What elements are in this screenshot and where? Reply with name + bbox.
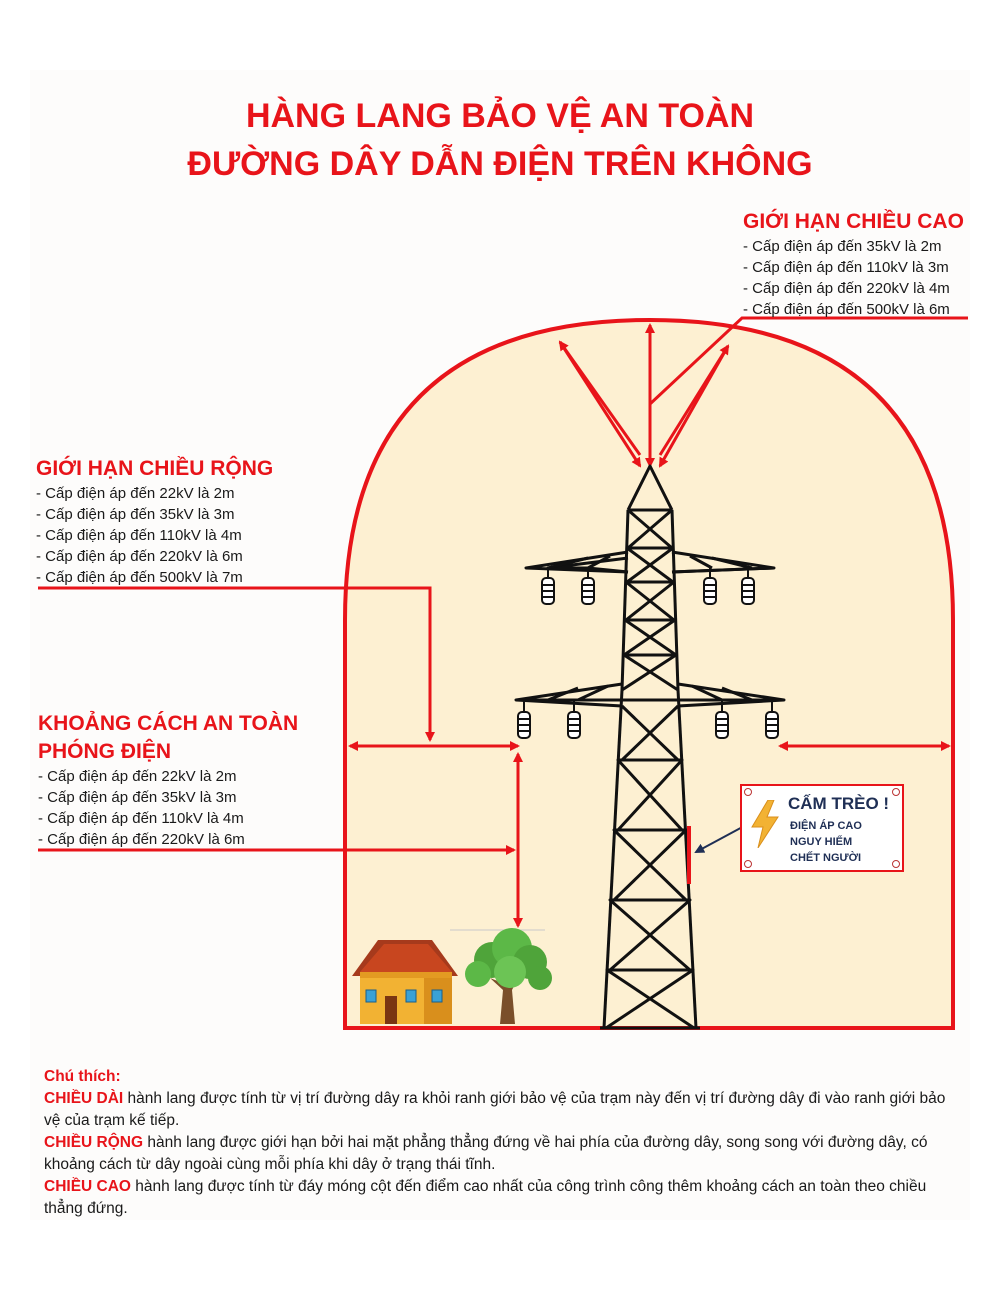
discharge-distance-heading-1: KHOẢNG CÁCH AN TOÀN (38, 712, 299, 735)
sign-line: CHẾT NGƯỜI (790, 852, 862, 864)
sign-rivet (892, 860, 900, 868)
discharge-distance-heading-2: PHÓNG ĐIỆN (38, 740, 172, 763)
discharge-distance-item: - Cấp điện áp đến 35kV là 3m (38, 789, 237, 806)
note-width (44, 1132, 959, 1176)
warning-sign (740, 784, 904, 872)
height-limit-item: - Cấp điện áp đến 35kV là 2m (743, 238, 942, 255)
note-keyword: CHIỀU RỘNG (44, 1134, 144, 1151)
sign-line: ĐIỆN ÁP CAO (790, 820, 862, 832)
width-limit-item: - Cấp điện áp đến 110kV là 4m (36, 527, 242, 544)
lightning-bolt-icon (750, 800, 780, 848)
sign-rivet (892, 788, 900, 796)
width-limit-item: - Cấp điện áp đến 22kV là 2m (36, 485, 235, 502)
note-keyword: CHIỀU DÀI (44, 1090, 124, 1107)
width-limit-item: - Cấp điện áp đến 220kV là 6m (36, 548, 243, 565)
sign-line: NGUY HIỂM (790, 836, 853, 848)
title-line-2: ĐƯỜNG DÂY DẪN ĐIỆN TRÊN KHÔNG (187, 145, 813, 183)
sign-rivet (744, 788, 752, 796)
note-text: hành lang được tính từ đáy móng cột đến điểm cao nhất của công trình công thêm khoảng cách an toàn theo chiều thẳng đứng. (44, 1178, 927, 1217)
notes-heading: Chú thích: (44, 1068, 121, 1085)
note-length (44, 1088, 959, 1132)
height-limit-heading: GIỚI HẠN CHIỀU CAO (743, 210, 964, 233)
height-limit-item: - Cấp điện áp đến 220kV là 4m (743, 280, 950, 297)
sign-main-text: CẤM TRÈO ! (788, 794, 890, 813)
title-line-1: HÀNG LANG BẢO VỆ AN TOÀN (245, 97, 755, 135)
height-limit-item: - Cấp điện áp đến 500kV là 6m (743, 301, 950, 318)
width-limit-heading: GIỚI HẠN CHIỀU RỘNG (36, 457, 274, 480)
note-height (44, 1176, 959, 1220)
discharge-distance-item: - Cấp điện áp đến 22kV là 2m (38, 768, 237, 785)
height-limit-block (743, 208, 964, 320)
width-limit-item: - Cấp điện áp đến 35kV là 3m (36, 506, 235, 523)
notes-section (44, 1066, 959, 1220)
height-limit-item: - Cấp điện áp đến 110kV là 3m (743, 259, 949, 276)
note-keyword: CHIỀU CAO (44, 1178, 131, 1195)
discharge-distance-block (38, 710, 298, 850)
width-limit-block (36, 455, 273, 588)
note-text: hành lang được tính từ vị trí đường dây ra khỏi ranh giới bảo vệ của trạm này đến vị trí đường dây đi vào ranh giới bảo vệ của trạm kế tiếp. (44, 1090, 946, 1129)
note-text: hành lang được giới hạn bởi hai mặt phẳng thẳng đứng về hai phía của đường dây, song song với đường dây, có khoảng cách từ dây ngoài cùng mỗi phía khi dây ở trạng thái tĩnh. (44, 1134, 928, 1173)
discharge-distance-item: - Cấp điện áp đến 110kV là 4m (38, 810, 244, 827)
sign-rivet (744, 860, 752, 868)
sign-sub-text (790, 818, 862, 866)
width-limit-item: - Cấp điện áp đến 500kV là 7m (36, 569, 243, 586)
discharge-distance-item: - Cấp điện áp đến 220kV là 6m (38, 831, 245, 848)
